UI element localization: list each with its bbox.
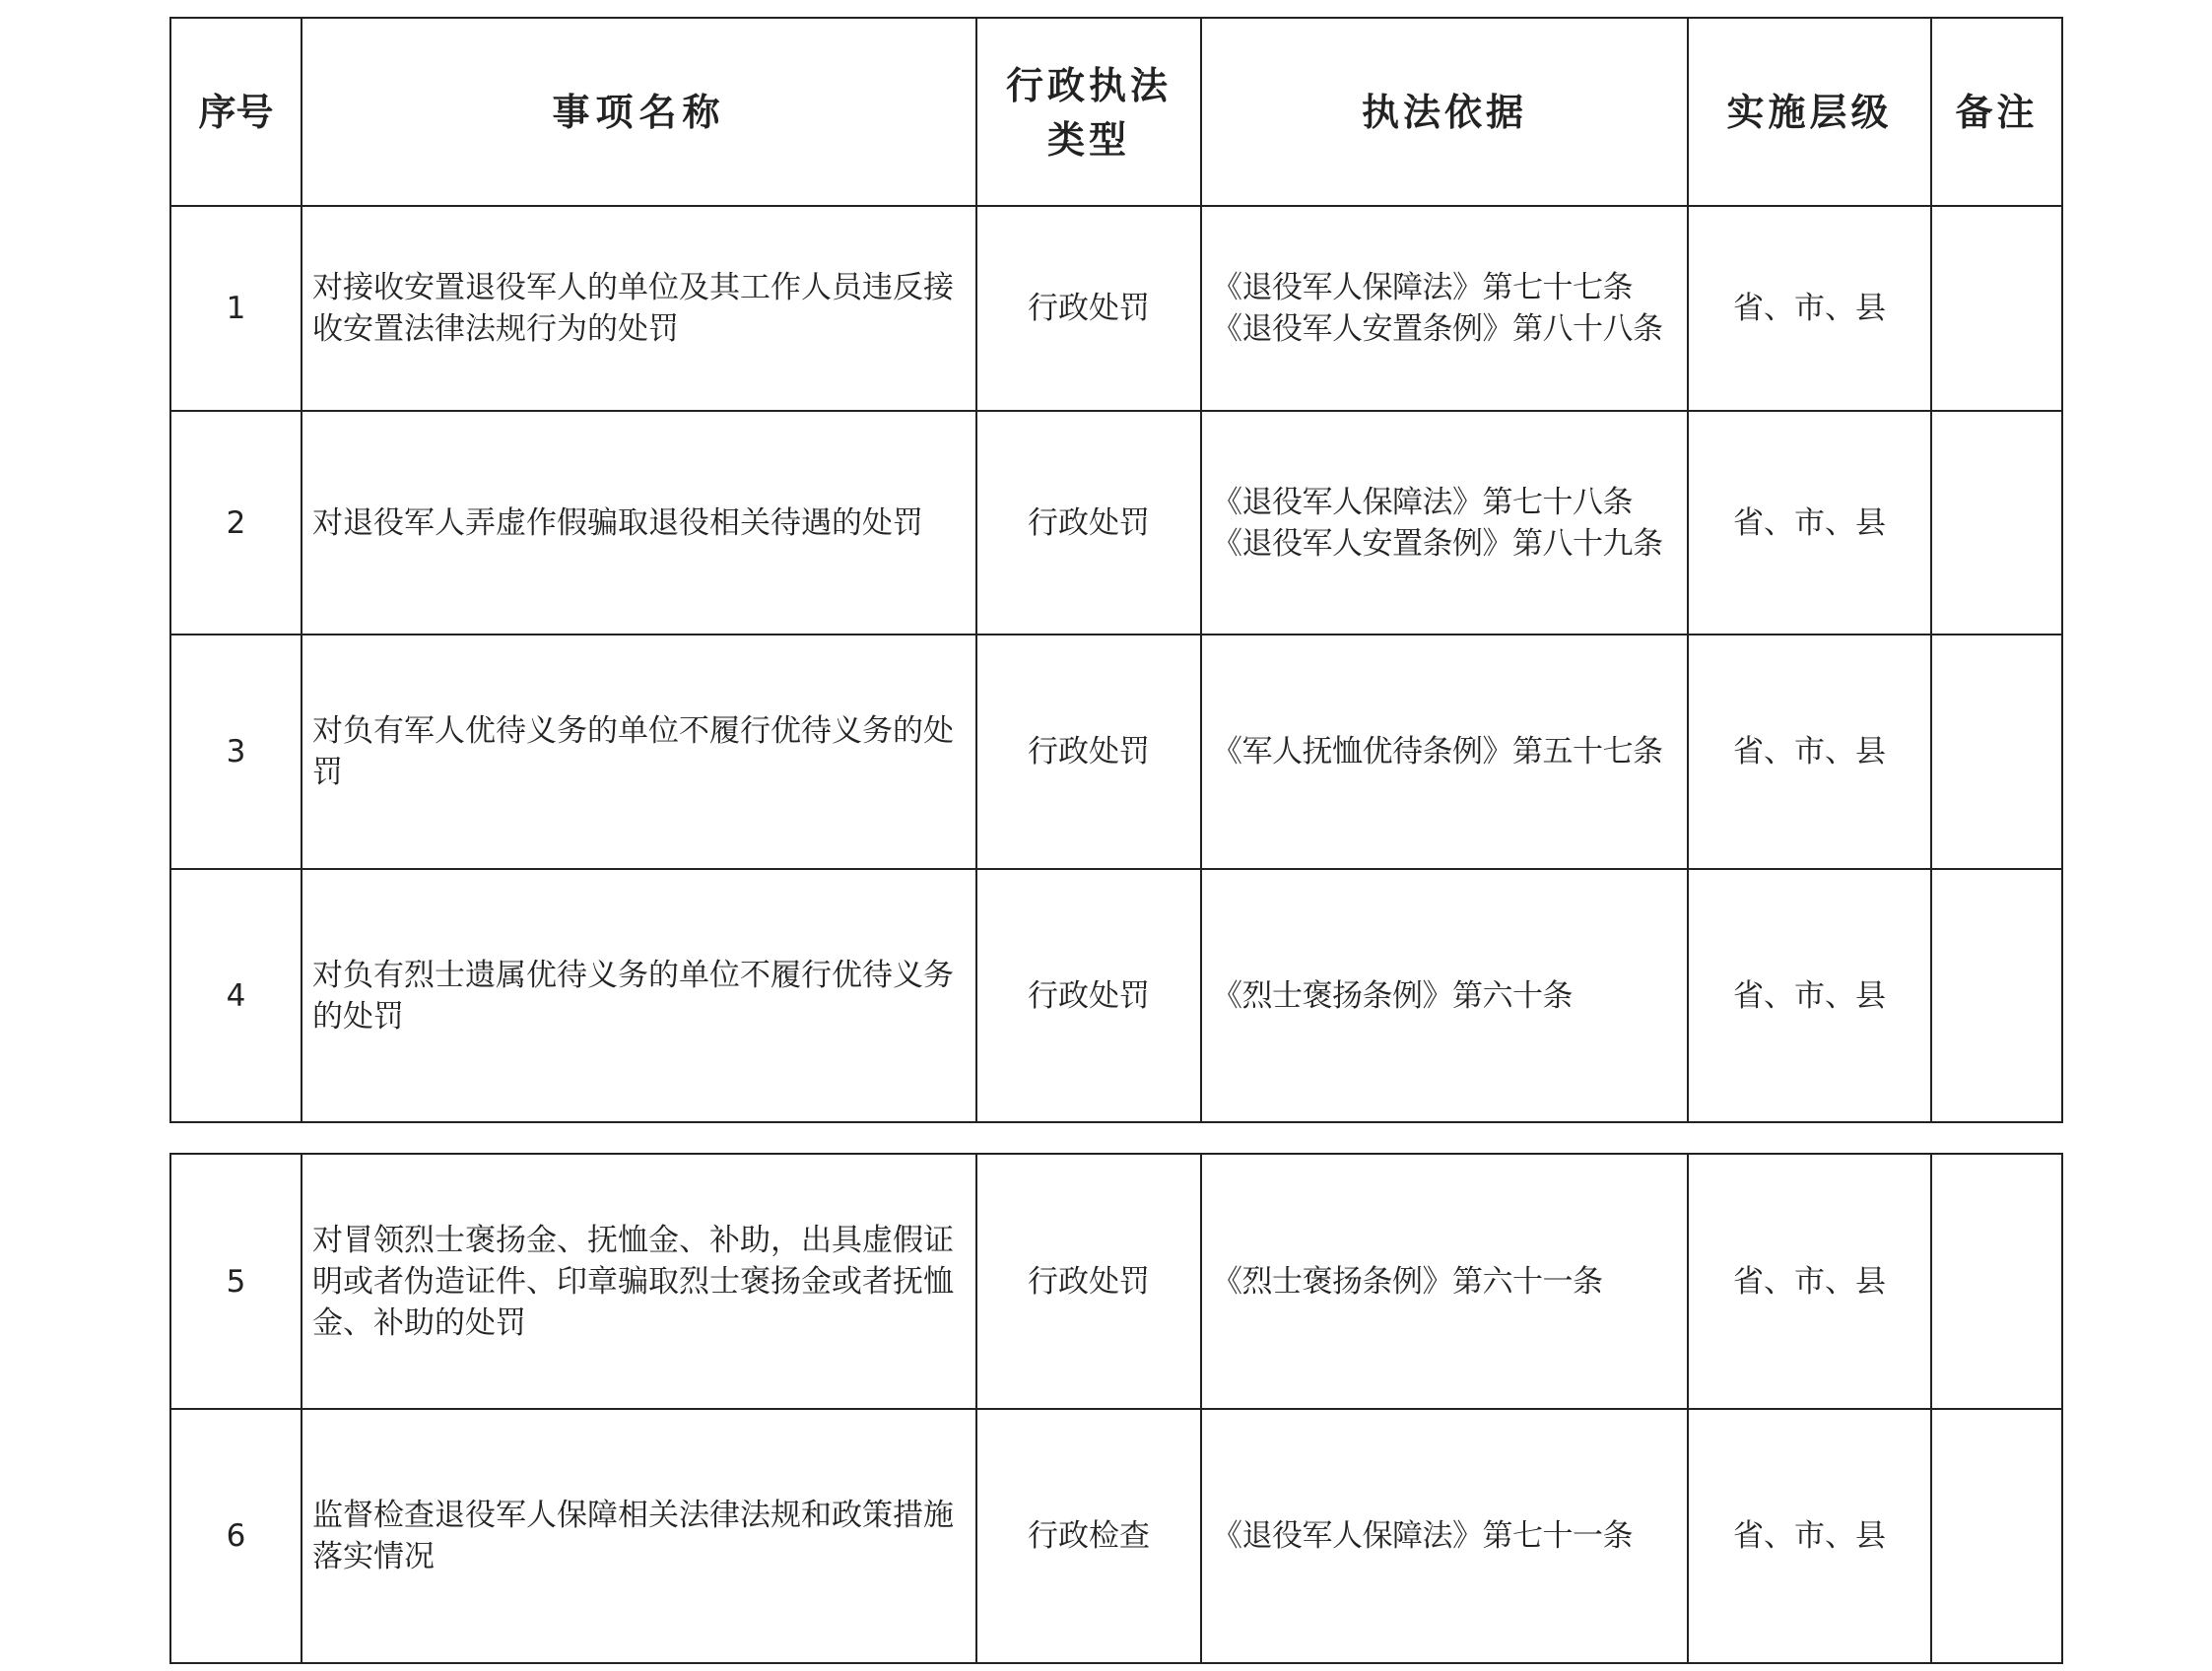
header-remark: 备注 — [1931, 18, 2062, 206]
row-remark — [1931, 1409, 2062, 1663]
row-remark — [1931, 1154, 2062, 1409]
table-row — [170, 411, 2062, 635]
row-level: 省、市、县 — [1688, 635, 1931, 869]
header-row — [170, 18, 2062, 206]
row-no: 5 — [170, 1154, 302, 1409]
row-name: 对冒领烈士褒扬金、抚恤金、补助，出具虚假证明或者伪造证件、印章骗取烈士褒扬金或者抚恤金、补助的处罚 — [302, 1154, 976, 1409]
row-level: 省、市、县 — [1688, 411, 1931, 635]
row-level: 省、市、县 — [1688, 1409, 1931, 1663]
row-basis — [1201, 869, 1688, 1122]
basis-line: 《退役军人保障法》第七十一条 — [1212, 1518, 1633, 1554]
table-row — [170, 1154, 2062, 1409]
row-basis — [1201, 635, 1688, 869]
basis-line: 《退役军人安置条例》第八十八条 — [1212, 311, 1663, 347]
enforcement-table-top — [169, 17, 2063, 1123]
row-name: 对退役军人弄虚作假骗取退役相关待遇的处罚 — [302, 411, 976, 635]
row-level: 省、市、县 — [1688, 1154, 1931, 1409]
row-basis — [1201, 1154, 1688, 1409]
basis-line: 《烈士褒扬条例》第六十条 — [1212, 977, 1573, 1014]
row-remark — [1931, 869, 2062, 1122]
row-basis — [1201, 411, 1688, 635]
row-no: 3 — [170, 635, 302, 869]
header-name: 事项名称 — [302, 18, 976, 206]
row-basis — [1201, 206, 1688, 411]
table-row — [170, 1409, 2062, 1663]
header-basis: 执法依据 — [1201, 18, 1688, 206]
row-name: 监督检查退役军人保障相关法律法规和政策措施落实情况 — [302, 1409, 976, 1663]
row-remark — [1931, 635, 2062, 869]
basis-line: 《烈士褒扬条例》第六十一条 — [1212, 1263, 1603, 1300]
row-name: 对负有烈士遗属优待义务的单位不履行优待义务的处罚 — [302, 869, 976, 1122]
row-name: 对接收安置退役军人的单位及其工作人员违反接收安置法律法规行为的处罚 — [302, 206, 976, 411]
enforcement-table-bottom — [169, 1153, 2063, 1664]
row-level: 省、市、县 — [1688, 206, 1931, 411]
header-level: 实施层级 — [1688, 18, 1931, 206]
basis-line: 《军人抚恤优待条例》第五十七条 — [1212, 734, 1663, 769]
table-row — [170, 206, 2062, 411]
row-no: 1 — [170, 206, 302, 411]
row-type: 行政处罚 — [976, 206, 1201, 411]
header-no: 序号 — [170, 18, 302, 206]
table-row — [170, 635, 2062, 869]
row-type: 行政处罚 — [976, 869, 1201, 1122]
row-no: 4 — [170, 869, 302, 1122]
row-type: 行政处罚 — [976, 1154, 1201, 1409]
row-name: 对负有军人优待义务的单位不履行优待义务的处罚 — [302, 635, 976, 869]
basis-line: 《退役军人保障法》第七十七条 — [1212, 270, 1633, 305]
row-basis — [1201, 1409, 1688, 1663]
row-type: 行政处罚 — [976, 411, 1201, 635]
basis-line: 《退役军人安置条例》第八十九条 — [1212, 525, 1663, 562]
table-row — [170, 869, 2062, 1122]
row-no: 2 — [170, 411, 302, 635]
row-type: 行政处罚 — [976, 635, 1201, 869]
row-remark — [1931, 206, 2062, 411]
row-no: 6 — [170, 1409, 302, 1663]
row-remark — [1931, 411, 2062, 635]
header-type: 行政执法类型 — [976, 18, 1201, 206]
row-type: 行政检查 — [976, 1409, 1201, 1663]
basis-line: 《退役军人保障法》第七十八条 — [1212, 484, 1633, 520]
row-level: 省、市、县 — [1688, 869, 1931, 1122]
